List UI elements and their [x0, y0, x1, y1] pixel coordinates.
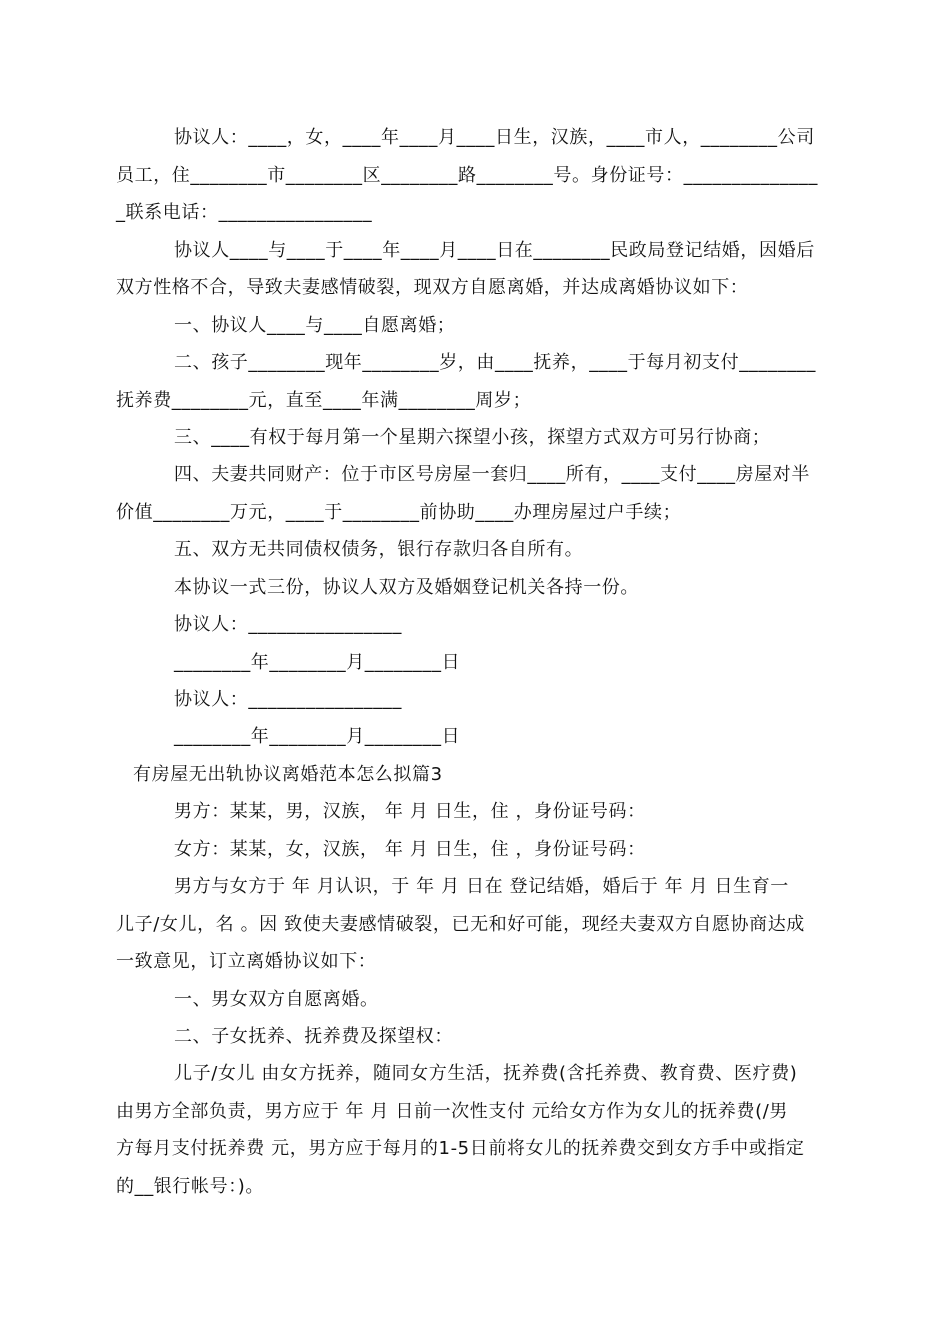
section-title: 有房屋无出轨协议离婚范本怎么拟篇3 — [133, 764, 443, 785]
marriage-history-continued: 儿子/女儿，名 。因 致使夫妻感情破裂，已无和好可能，现经夫妻双方自愿协商达成 — [116, 914, 805, 935]
article-one: 一、男女双方自愿离婚。 — [174, 989, 379, 1010]
custody-line: 儿子/女儿 由女方抚养，随同女方生活，抚养费(含托养费、教育费、医疗费) — [174, 1063, 798, 1084]
husband-info-line: 男方：某某，男，汉族， 年 月 日生，住 ，身份证号码： — [174, 801, 646, 822]
signature-party-one: 协议人：________________ — [174, 614, 402, 635]
signature-date-one: ________年________月________日 — [174, 652, 461, 673]
clause-five: 五、双方无共同债权债务，银行存款归各自所有。 — [174, 539, 584, 560]
party-one-line: 协议人：____，女，____年____月____日生，汉族，____市人，________公司 — [174, 127, 815, 148]
custody-line-continued-3: 的__银行帐号：)。 — [116, 1176, 265, 1197]
custody-line-continued-1: 由男方全部负责，男方应于 年 月 日前一次性支付 元给女方作为女儿的抚养费(/男 — [116, 1101, 788, 1122]
divorce-reason-line: 双方性格不合，导致夫妻感情破裂，现双方自愿离婚，并达成离婚协议如下： — [116, 277, 749, 298]
clause-two: 二、孩子________现年________岁，由____抚养，____于每月初支付________ — [174, 352, 816, 373]
clause-two-continued: 抚养费________元，直至____年满________周岁； — [116, 390, 532, 411]
signature-party-two: 协议人：________________ — [174, 689, 402, 710]
custody-line-continued-2: 方每月支付抚养费 元，男方应于每月的1-5日前将女儿的抚养费交到女方手中或指定 — [116, 1138, 805, 1159]
wife-info-line: 女方：某某，女，汉族， 年 月 日生，住 ，身份证号码： — [174, 839, 646, 860]
clause-three: 三、____有权于每月第一个星期六探望小孩，探望方式双方可另行协商； — [174, 427, 771, 448]
clause-four: 四、夫妻共同财产：位于市区号房屋一套归____所有，____支付____房屋对半 — [174, 464, 810, 485]
copies-statement: 本协议一式三份，协议人双方及婚姻登记机关各持一份。 — [174, 577, 639, 598]
clause-four-continued: 价值________万元，____于________前协助____办理房屋过户手续； — [116, 502, 682, 523]
party-one-address-line: 员工，住________市________区________路________号。身份证号：______________ — [116, 165, 818, 186]
party-one-phone-line: _联系电话：________________ — [116, 202, 373, 223]
marriage-history-line: 男方与女方于 年 月认识，于 年 月 日在 登记结婚，婚后于 年 月 日生育一 — [174, 876, 789, 897]
marriage-registration-line: 协议人____与____于____年____月____日在________民政局登记结婚，因婚后 — [174, 240, 815, 261]
signature-date-two: ________年________月________日 — [174, 726, 461, 747]
article-two-heading: 二、子女抚养、抚养费及探望权： — [174, 1026, 453, 1047]
clause-one: 一、协议人____与____自愿离婚； — [174, 315, 456, 336]
agreement-intro-line: 一致意见，订立离婚协议如下： — [116, 951, 377, 972]
